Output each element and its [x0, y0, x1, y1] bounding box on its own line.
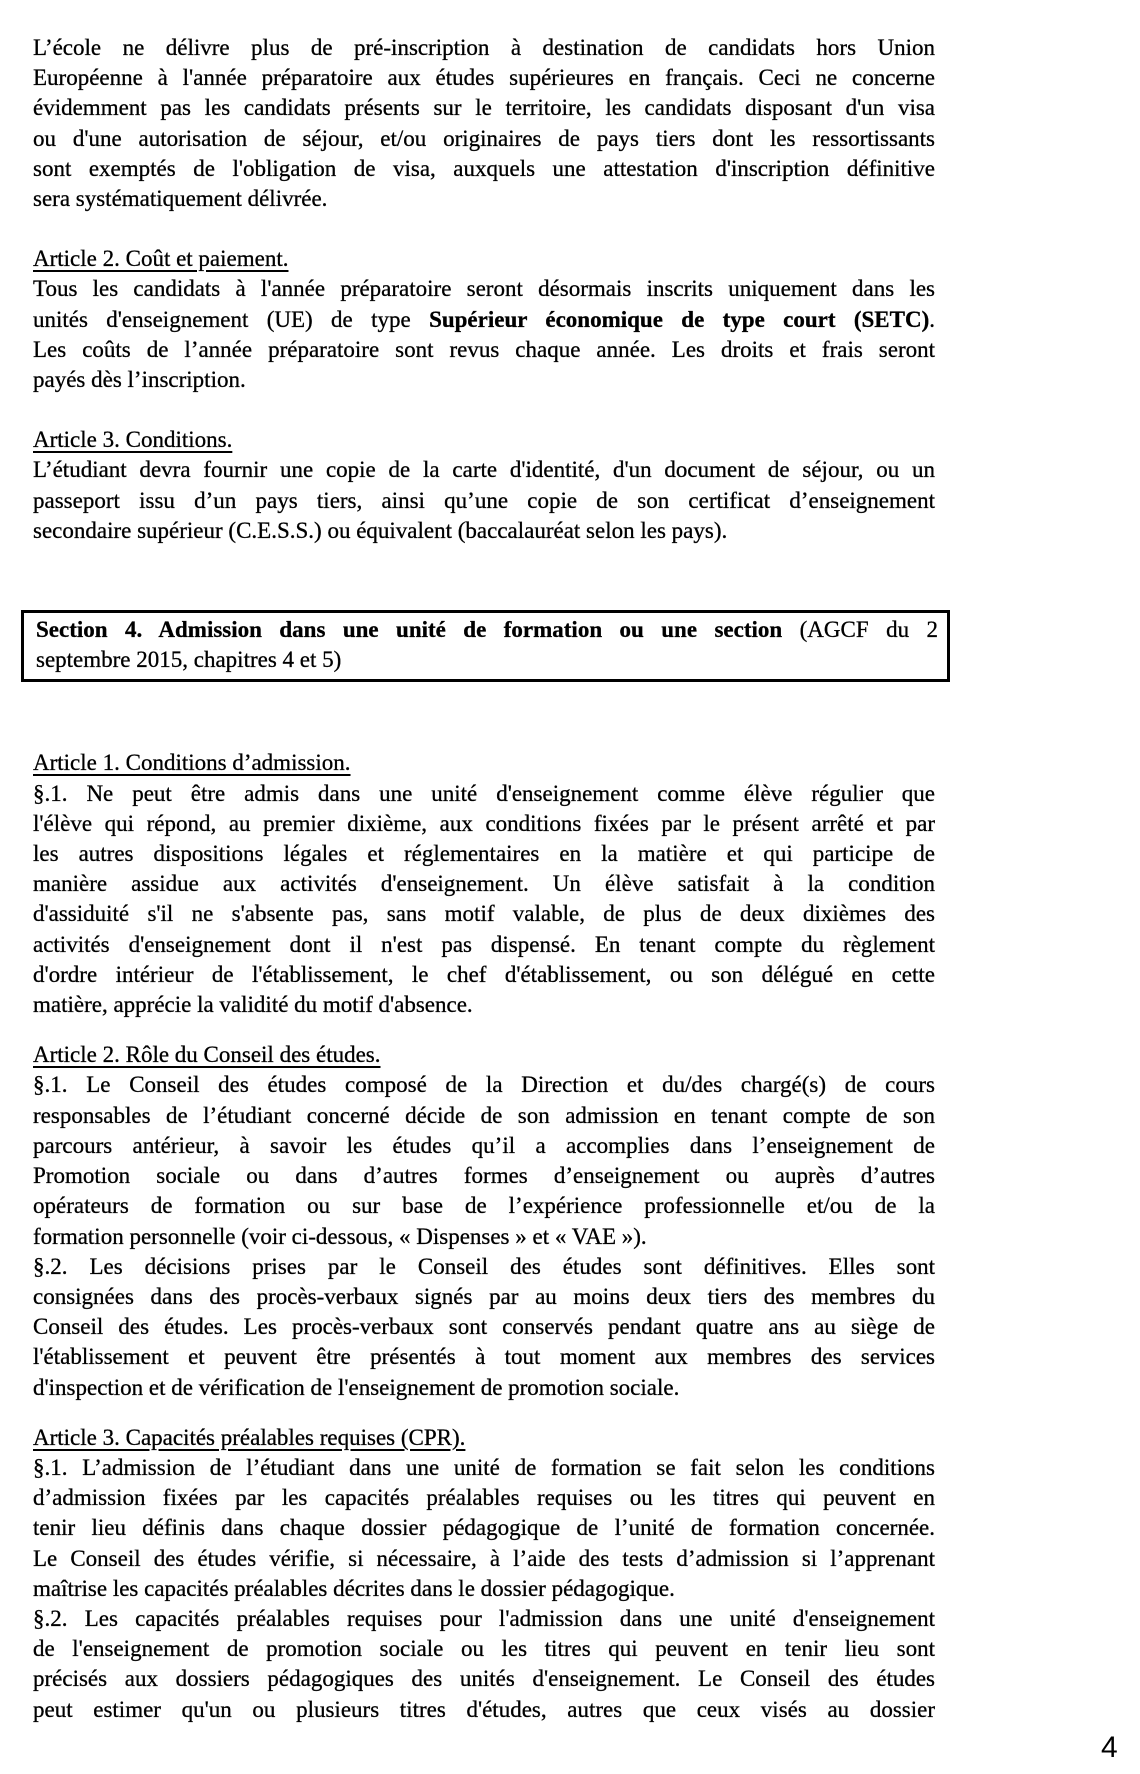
- text-line: L’étudiant devra fournir une copie de la carte d'identité, d'un document de séjour, ou un: [33, 457, 935, 483]
- article-1-admission-paragraph: [33, 779, 935, 1021]
- article-2-role-paragraph-1: [33, 1070, 935, 1251]
- text-line: évidemment pas les candidats présents sur le territoire, les candidats disposant d'un visa: [33, 95, 935, 121]
- text-line: les autres dispositions légales et réglementaires en la matière et qui participe de: [33, 841, 935, 867]
- text-line: Conseil des études. Les procès-verbaux sont conservés pendant quatre ans au siège de: [33, 1314, 935, 1340]
- text-line: Les coûts de l’année préparatoire sont revus chaque année. Les droits et frais seront: [33, 336, 935, 362]
- text-line: formation personnelle (voir ci-dessous, « Dispenses » et « VAE »).: [33, 1223, 647, 1249]
- text-line: consignées dans des procès-verbaux signés par au moins deux tiers des membres du: [33, 1283, 935, 1309]
- text-line: de l'enseignement de promotion sociale ou les titres qui peuvent en tenir lieu sont: [33, 1636, 935, 1662]
- text-line: activités d'enseignement dont il n'est pas dispensé. En tenant compte du règlement: [33, 931, 935, 957]
- text-line: secondaire supérieur (C.E.S.S.) ou équivalent (baccalauréat selon les pays).: [33, 517, 728, 543]
- text-line: L’école ne délivre plus de pré-inscription à destination de candidats hors Union: [33, 35, 935, 60]
- article-3-cpr-heading: Article 3. Capacités préalables requises (CPR).: [33, 1424, 466, 1450]
- text-line: peut estimer qu'un ou plusieurs titres d'études, autres que ceux visés au dossier: [33, 1696, 935, 1722]
- text-line: responsables de l’étudiant concerné décide de son admission en tenant compte de son: [33, 1102, 935, 1128]
- text-line: matière, apprécie la validité du motif d'absence.: [33, 992, 473, 1018]
- text-line: payés dès l’inscription.: [33, 367, 246, 393]
- text-line: manière assidue aux activités d'enseignement. Un élève satisfait à la condition: [33, 871, 935, 897]
- text-line: opérateurs de formation ou sur base de l’expérience professionnelle et/ou de la: [33, 1193, 935, 1219]
- article-2-role-paragraph-2: [33, 1252, 935, 1403]
- text-line: Le Conseil des études vérifie, si nécessaire, à l’aide des tests d’admission si l’apprenant: [33, 1545, 935, 1571]
- text-line: Tous les candidats à l'année préparatoire seront désormais inscrits uniquement dans les: [33, 276, 935, 302]
- section-4-box: [21, 610, 950, 682]
- text-line: §.1. Ne peut être admis dans une unité d'enseignement comme élève régulier que: [33, 780, 935, 806]
- text-line: Promotion sociale ou dans d’autres formes d’enseignement ou auprès d’autres: [33, 1163, 935, 1189]
- text-line: d'assiduité s'il ne s'absente pas, sans motif valable, de plus de deux dixièmes des: [33, 901, 935, 927]
- article-3-conditions-paragraph: [33, 455, 935, 546]
- article-3-conditions-heading: Article 3. Conditions.: [33, 427, 233, 453]
- text-line: Section 4. Admission dans une unité de formation ou une section (AGCF du 2: [36, 617, 939, 643]
- text-line: d'inspection et de vérification de l'enseignement de promotion sociale.: [33, 1374, 680, 1400]
- page-number: 4: [1101, 1731, 1118, 1764]
- text-line: d’admission fixées par les capacités préalables requises ou les titres qui peuvent en: [33, 1485, 935, 1511]
- text-line: maîtrise les capacités préalables décrites dans le dossier pédagogique.: [33, 1575, 675, 1601]
- text-line: sont exemptés de l'obligation de visa, auxquels une attestation d'inscription définitive: [33, 155, 935, 181]
- text-line: §.2. Les décisions prises par le Conseil des études sont définitives. Elles sont: [33, 1253, 935, 1279]
- text-line: parcours antérieur, à savoir les études qu’il a accomplies dans l’enseignement de: [33, 1132, 935, 1158]
- article-1-admission-heading: Article 1. Conditions d’admission.: [33, 750, 351, 776]
- text-line: l'élève qui répond, au premier dixième, aux conditions fixées par le présent arrêté et par: [33, 810, 935, 836]
- text-line: Européenne à l'année préparatoire aux études supérieures en français. Ceci ne concerne: [33, 65, 935, 91]
- text-line: §.1. L’admission de l’étudiant dans une unité de formation se fait selon les conditions: [33, 1454, 935, 1480]
- text-line: précisés aux dossiers pédagogiques des unités d'enseignement. Le Conseil des études: [33, 1666, 935, 1692]
- text-line: l'établissement et peuvent être présentés à tout moment aux membres des services: [33, 1344, 935, 1370]
- text-line: §.1. Le Conseil des études composé de la Direction et du/des chargé(s) de cours: [33, 1072, 935, 1098]
- text-line: unités d'enseignement (UE) de type Supérieur économique de type court (SETC).: [33, 306, 935, 332]
- article-2-cost-paragraph: [33, 274, 935, 395]
- document-content: [33, 33, 939, 1725]
- article-2-cost-heading: Article 2. Coût et paiement.: [33, 246, 289, 272]
- intro-paragraph: [33, 33, 935, 214]
- article-3-cpr-paragraph-1: [33, 1453, 935, 1604]
- text-line: sera systématiquement délivrée.: [33, 186, 328, 212]
- text-line: d'ordre intérieur de l'établissement, le chef d'établissement, ou son délégué en cette: [33, 961, 935, 987]
- article-2-role-heading: Article 2. Rôle du Conseil des études.: [33, 1042, 381, 1068]
- text-line: septembre 2015, chapitres 4 et 5): [36, 647, 342, 673]
- text-line: passeport issu d’un pays tiers, ainsi qu’une copie de son certificat d’enseignement: [33, 487, 935, 513]
- text-line: ou d'une autorisation de séjour, et/ou originaires de pays tiers dont les ressortissants: [33, 125, 935, 151]
- text-line: tenir lieu définis dans chaque dossier pédagogique de l’unité de formation concernée.: [33, 1515, 935, 1541]
- text-line: §.2. Les capacités préalables requises pour l'admission dans une unité d'enseignement: [33, 1605, 935, 1631]
- article-3-cpr-paragraph-2: [33, 1604, 935, 1725]
